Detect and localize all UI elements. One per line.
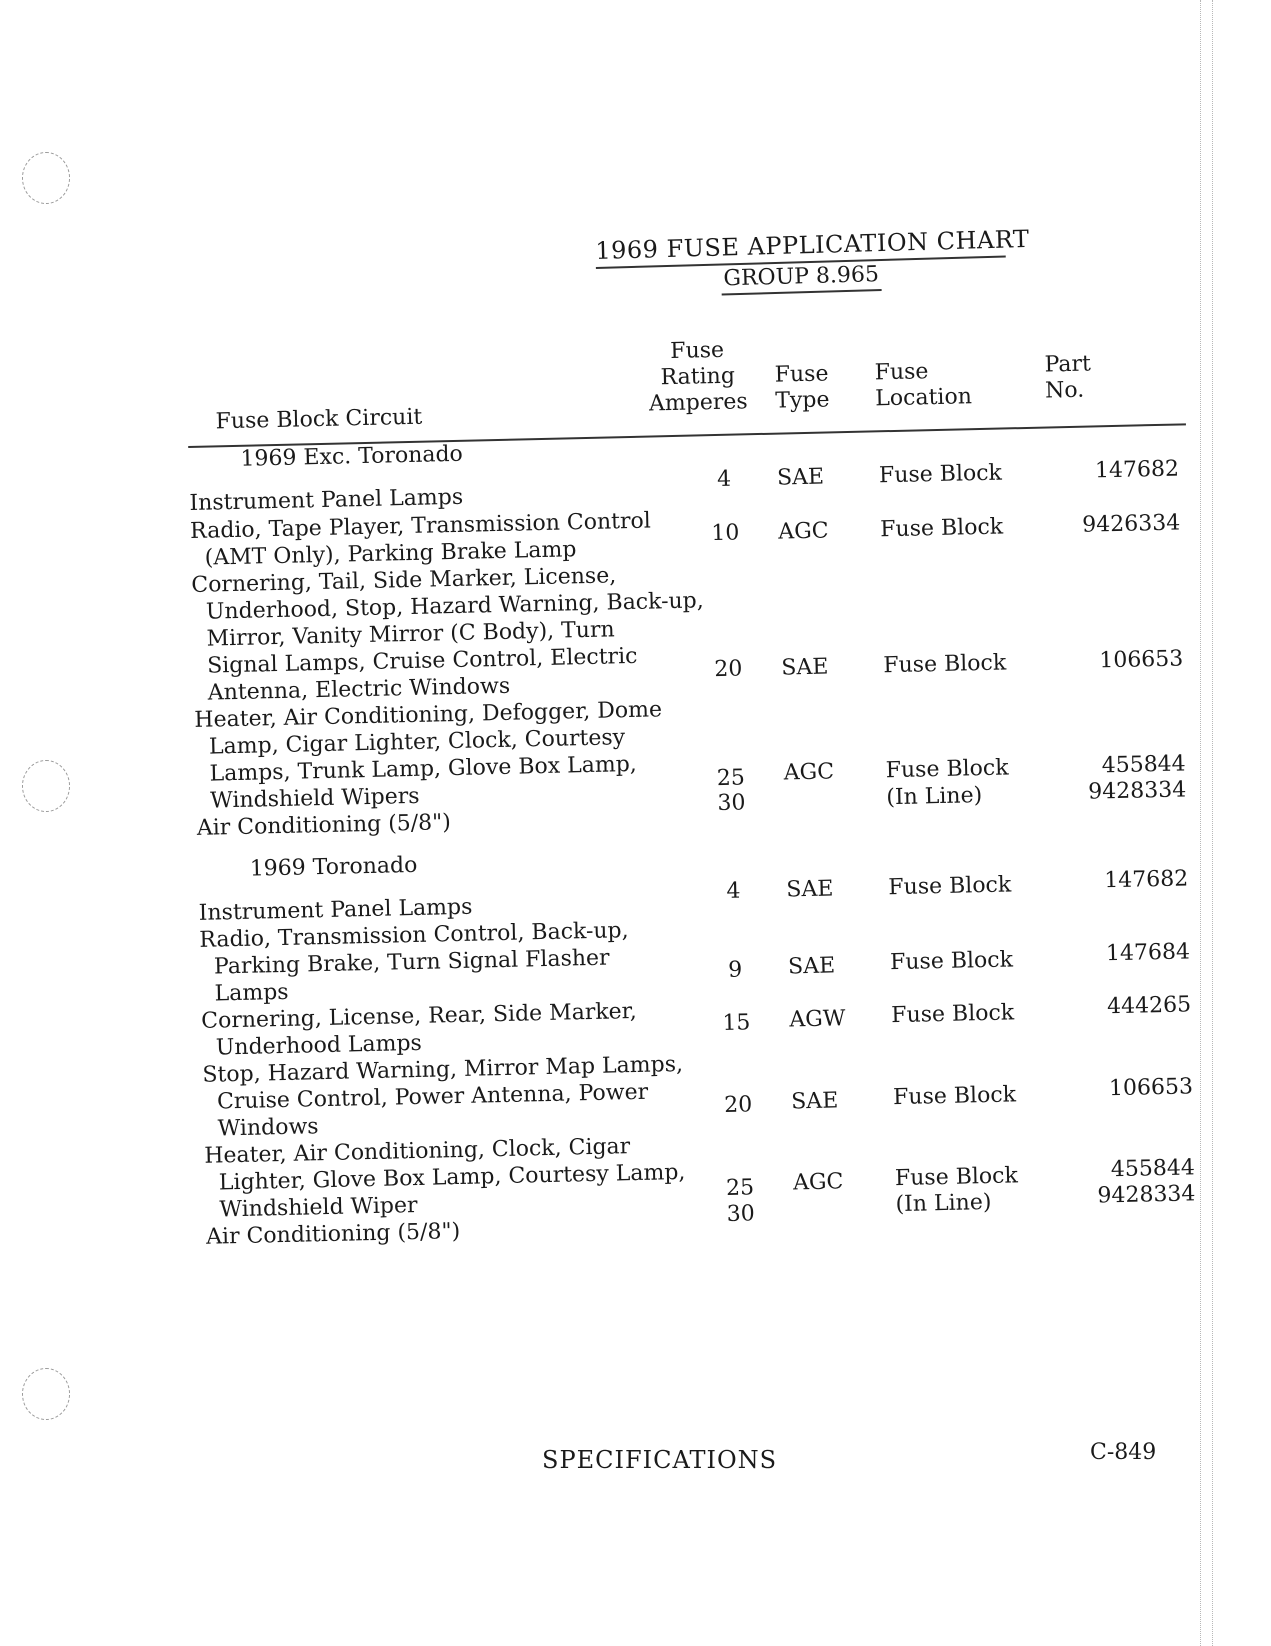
- fuse-location: (In Line): [886, 783, 983, 811]
- header-part: [1044, 351, 1091, 404]
- part-number: 147684: [1105, 939, 1191, 967]
- circuit-line: Parking Brake, Turn Signal Flasher: [213, 945, 610, 980]
- fuse-type: SAE: [781, 654, 829, 681]
- fuse-location: (In Line): [895, 1189, 992, 1218]
- scan-edge-line: [1212, 0, 1213, 1646]
- header-circuit: [215, 405, 422, 436]
- scan-edge-line: [1200, 0, 1201, 1646]
- circuit-line: Instrument Panel Lamps: [189, 484, 464, 516]
- circuit-line: Air Conditioning (5/8"): [196, 810, 452, 841]
- circuit-description: [202, 1050, 724, 1143]
- circuit-line: Signal Lamps, Cruise Control, Electric: [206, 643, 638, 679]
- header-rating-line: Amperes: [648, 389, 748, 417]
- fuse-rating: 25: [725, 1175, 755, 1201]
- fuse-location: Fuse Block: [892, 1082, 1017, 1111]
- header-rating-line: Rating: [660, 363, 736, 391]
- circuit-line: Underhood, Stop, Hazard Warning, Back-up,: [205, 588, 704, 625]
- circuit-line: Stop, Hazard Warning, Mirror Map Lamps,: [202, 1051, 684, 1088]
- circuit-line: Underhood Lamps: [215, 1030, 423, 1061]
- chart-subtitle: GROUP 8.965: [721, 261, 882, 295]
- part-number: 455844: [1101, 751, 1186, 779]
- circuit-line: Windows: [217, 1114, 319, 1142]
- circuit-line: Cornering, License, Rear, Side Marker,: [200, 998, 638, 1034]
- fuse-type: SAE: [787, 953, 836, 980]
- fuse-type: SAE: [776, 464, 825, 491]
- fuse-type: AGC: [778, 518, 829, 545]
- fuse-type: SAE: [790, 1088, 839, 1115]
- fuse-location: Fuse Block: [878, 460, 1003, 489]
- circuit-description: [204, 1131, 726, 1251]
- circuit-line: Lamps, Trunk Lamp, Glove Box Lamp,: [209, 751, 638, 787]
- circuit-line: Heater, Air Conditioning, Defogger, Dome: [194, 697, 663, 733]
- fuse-location: Fuse Block: [888, 872, 1012, 901]
- circuit-line: Heater, Air Conditioning, Clock, Cigar: [204, 1134, 631, 1169]
- circuit-line: Cornering, Tail, Side Marker, License,: [191, 563, 617, 598]
- fuse-rating: 20: [723, 1092, 753, 1118]
- fuse-table: [186, 327, 1196, 1250]
- circuit-line: Instrument Panel Lamps: [198, 894, 473, 926]
- fuse-rating: 10: [711, 520, 740, 547]
- circuit-line: Lamps: [214, 979, 289, 1007]
- circuit-line: Air Conditioning (5/8"): [205, 1219, 461, 1250]
- fuse-location: Fuse Block: [889, 947, 1014, 976]
- part-number: 106653: [1108, 1074, 1194, 1102]
- circuit-line: Lamp, Cigar Lighter, Clock, Courtesy: [208, 725, 626, 760]
- punch-hole-bottom: [22, 1368, 70, 1420]
- fuse-location: Fuse Block: [879, 514, 1004, 543]
- part-number: 9428334: [1087, 777, 1187, 805]
- circuit-line: Mirror, Vanity Mirror (C Body), Turn: [206, 617, 615, 652]
- fuse-type: AGC: [783, 759, 835, 786]
- fuse-rating: 30: [717, 790, 746, 817]
- circuit-line: Radio, Tape Player, Transmission Control: [189, 508, 652, 544]
- part-number: 444265: [1106, 992, 1192, 1020]
- circuit-description: [191, 560, 714, 707]
- fuse-rating: 25: [716, 765, 746, 792]
- header-location-line: Fuse: [874, 359, 929, 386]
- circuit-line: Antenna, Electric Windows: [207, 673, 511, 706]
- part-number: 9428334: [1097, 1181, 1196, 1209]
- part-number: 106653: [1099, 646, 1184, 674]
- page-number: C-849: [1090, 1440, 1157, 1465]
- part-number: 455844: [1110, 1155, 1196, 1183]
- fuse-type: AGC: [792, 1169, 844, 1196]
- chart-title: 1969 FUSE APPLICATION CHART: [595, 225, 1006, 269]
- section-label-exc-toronado: 1969 Exc. Toronado: [240, 441, 464, 472]
- fuse-rating: 30: [726, 1201, 756, 1227]
- header-type-line: Type: [775, 387, 830, 414]
- fuse-rating: 4: [716, 466, 732, 492]
- punch-hole-top: [22, 152, 70, 204]
- part-number: 147682: [1104, 866, 1189, 894]
- fuse-type: AGW: [789, 1006, 846, 1033]
- fuse-rating: 4: [726, 878, 741, 904]
- header-rating: [644, 337, 752, 417]
- fuse-location: Fuse Block: [883, 650, 1007, 679]
- fuse-rating: 20: [714, 656, 743, 683]
- fuse-location: Fuse Block: [894, 1163, 1019, 1192]
- header-part-line: No.: [1044, 377, 1085, 404]
- circuit-description: [194, 695, 717, 842]
- header-circuit-text: Fuse Block Circuit: [215, 404, 423, 435]
- part-number: 147682: [1094, 456, 1180, 484]
- fuse-location: Fuse Block: [891, 1000, 1015, 1029]
- circuit-description: [199, 915, 721, 1008]
- fuse-location: Fuse Block: [885, 755, 1009, 784]
- circuit-line: Windshield Wiper: [219, 1192, 418, 1223]
- circuit-line: Radio, Transmission Control, Back-up,: [199, 918, 629, 953]
- fuse-rating: 15: [722, 1010, 751, 1037]
- circuit-line: Windshield Wipers: [209, 783, 420, 814]
- header-location: [874, 358, 972, 412]
- circuit-line: Lighter, Glove Box Lamp, Courtesy Lamp,: [218, 1159, 686, 1196]
- fuse-type: SAE: [786, 876, 834, 903]
- circuit-line: Cruise Control, Power Antenna, Power: [216, 1079, 649, 1115]
- header-type-line: Fuse: [774, 361, 829, 388]
- section-label-toronado: 1969 Toronado: [249, 852, 418, 882]
- footer-section-title: SPECIFICATIONS: [542, 1446, 778, 1474]
- punch-hole-middle: [22, 760, 70, 812]
- header-location-line: Location: [875, 384, 973, 412]
- circuit-line: (AMT Only), Parking Brake Lamp: [204, 537, 577, 571]
- chart-title-block: [595, 224, 1030, 299]
- part-number: 9426334: [1081, 510, 1181, 538]
- fuse-rating: 9: [727, 957, 743, 983]
- header-type: [774, 361, 829, 414]
- header-rating-line: Fuse: [670, 337, 725, 365]
- header-part-line: Part: [1044, 351, 1092, 378]
